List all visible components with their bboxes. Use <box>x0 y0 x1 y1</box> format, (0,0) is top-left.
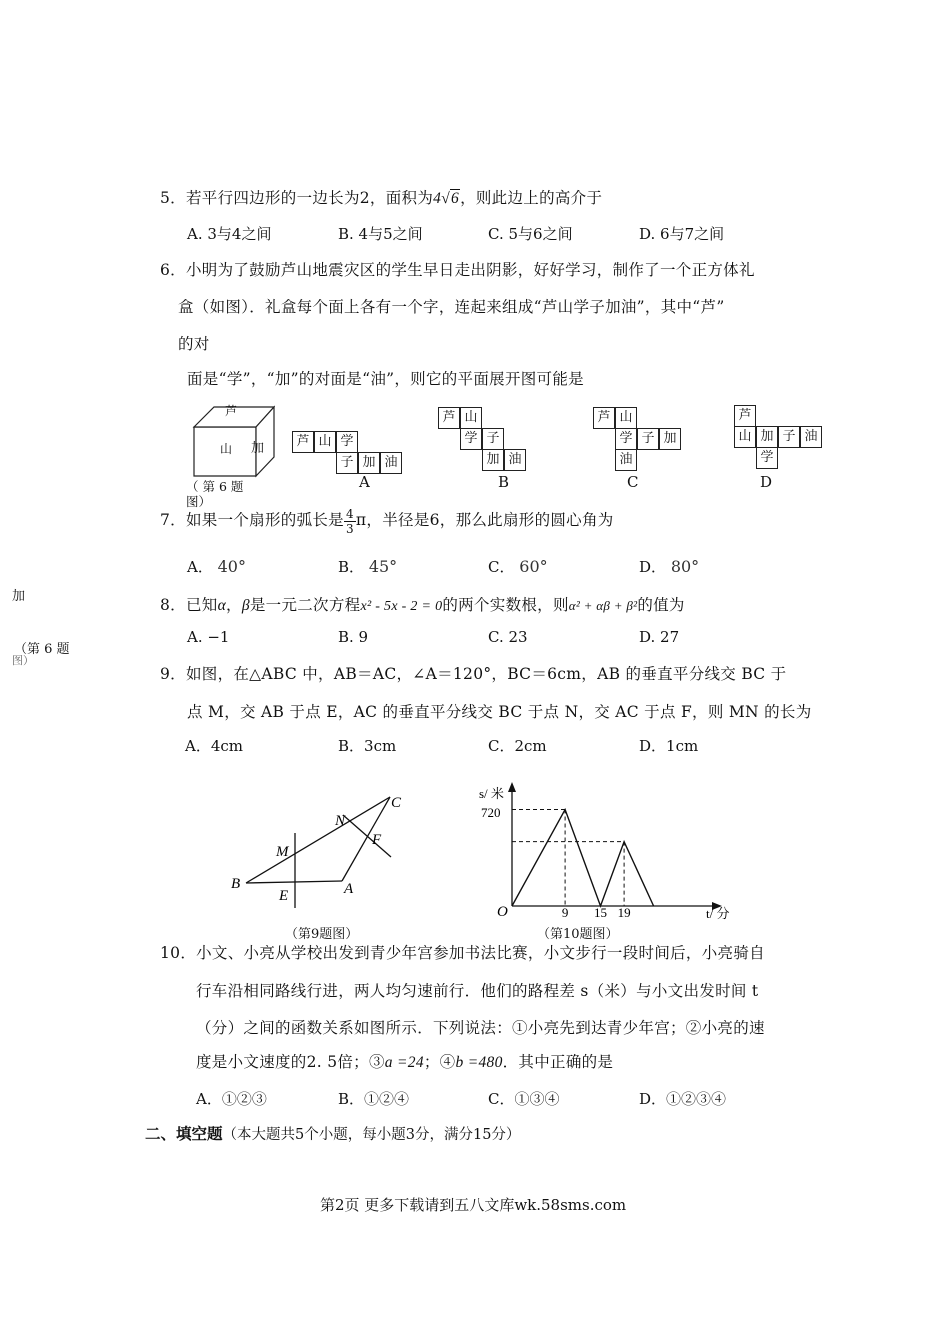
q7-option-b[interactable]: B． 45° <box>338 557 398 576</box>
x-tick-15: 15 <box>594 905 607 920</box>
q9-line2: 点 M，交 AB 于点 E，AC 的垂直平分线交 BC 于点 N，交 AC 于点 F，则 MN 的长为 <box>187 703 812 721</box>
q5-option-b[interactable]: B. 4与5之间 <box>338 225 423 243</box>
cube-front-label: 山 <box>220 442 233 456</box>
net-b-cell: 芦 <box>438 407 460 429</box>
point-f: F <box>372 832 382 848</box>
net-a-cell: 学 <box>336 431 358 453</box>
q5-option-d[interactable]: D. 6与7之间 <box>639 225 725 243</box>
margin-note-3: 图） <box>12 654 34 667</box>
net-b-cell: 山 <box>460 407 482 429</box>
point-c: C <box>391 795 402 811</box>
q10-line3: （分）之间的函数关系如图所示．下列说法：①小亮先到达青少年宫；②小亮的速 <box>196 1019 765 1037</box>
q10-option-c[interactable]: C．①③④ <box>488 1090 560 1108</box>
q7-number: 7． <box>160 511 186 529</box>
x-axis-label: t/ 分 <box>706 906 730 921</box>
figure-9-caption: （第9题图） <box>285 927 359 942</box>
q6-line2: 盒（如图）．礼盒每个面上各有一个字，连起来组成“芦山学子加油”，其中“芦” <box>178 298 725 316</box>
net-d-cell: 子 <box>778 426 800 448</box>
x-tick-9: 9 <box>561 905 569 920</box>
q10-line4: 度是小文速度的2. 5倍；③a =24；④b =480．其中正确的是 <box>196 1053 614 1071</box>
net-b-cell: 子 <box>482 428 504 450</box>
q7-option-a[interactable]: A． 40° <box>187 557 246 576</box>
q6-number: 6． <box>160 261 186 279</box>
q9-option-a[interactable]: A．4cm <box>185 737 244 755</box>
figure-10-chart <box>470 778 740 923</box>
y-tick-720: 720 <box>481 805 501 820</box>
net-a-cell: 芦 <box>292 431 314 453</box>
margin-note-1: 加 <box>12 589 26 604</box>
q9-option-b[interactable]: B．3cm <box>338 737 397 755</box>
net-c-label: C <box>627 473 639 491</box>
q5-stem <box>160 186 602 208</box>
q5-option-c[interactable]: C. 5与6之间 <box>488 225 573 243</box>
q7-option-c[interactable]: C． 60° <box>488 557 548 576</box>
segment-ba <box>246 881 342 883</box>
net-b-cell: 学 <box>460 428 482 450</box>
point-e: E <box>279 888 289 904</box>
point-b: B <box>231 876 241 892</box>
net-d-cell: 芦 <box>734 405 756 427</box>
net-d-cell: 学 <box>756 447 778 469</box>
cube-top-label: 芦 <box>225 404 238 418</box>
net-a-cell: 山 <box>314 431 336 453</box>
net-c-cell: 子 <box>637 428 659 450</box>
net-b-label: B <box>498 473 510 491</box>
q7-fraction: $\frac{4}{3}$ <box>345 506 354 536</box>
net-c-cell: 芦 <box>593 407 615 429</box>
q10-option-b[interactable]: B．①②④ <box>338 1090 410 1108</box>
q5-number: 5． <box>160 189 186 207</box>
net-d-cell: 油 <box>800 426 822 448</box>
net-b-cell: 加 <box>482 449 504 471</box>
figure-9 <box>225 785 415 910</box>
cube-side-label: 加 <box>251 441 265 456</box>
series-line <box>512 810 654 906</box>
net-a-cell: 子 <box>336 452 358 474</box>
q8-option-b[interactable]: B. 9 <box>338 628 369 646</box>
q5-radical: 4√6 <box>433 190 460 207</box>
margin-note-2: （第 6 题 <box>14 642 70 657</box>
net-c-cell: 山 <box>615 407 637 429</box>
x-tick-19: 19 <box>617 905 631 920</box>
q6-line1: 6．小明为了鼓励芦山地震灾区的学生早日走出阴影，好好学习，制作了一个正方体礼 <box>160 261 755 279</box>
y-axis-label: s/ 米 <box>479 786 504 801</box>
q9-option-c[interactable]: C．2cm <box>488 737 547 755</box>
point-n: N <box>335 813 346 829</box>
q10-option-d[interactable]: D．①②③④ <box>639 1090 727 1108</box>
q8-option-d[interactable]: D. 27 <box>639 628 680 646</box>
q9-line1: 9．如图，在△ABC 中，AB＝AC，∠A＝120°，BC＝6cm，AB 的垂直平分线交 BC 于 <box>160 665 787 683</box>
q9-option-d[interactable]: D．1cm <box>639 737 699 755</box>
q8-option-a[interactable]: A. −1 <box>187 628 230 646</box>
q10-number: 10． <box>160 944 197 962</box>
perp-bisector-ac <box>343 815 391 857</box>
q6-line3: 的对 <box>178 335 210 353</box>
net-c-cell: 学 <box>615 428 637 450</box>
net-a-label: A <box>359 473 370 491</box>
net-d-cell: 加 <box>756 426 778 448</box>
section-2-heading: 二、填空题（本大题共5个小题，每小题3分，满分15分） <box>145 1124 521 1143</box>
q7-stem: 7．如果一个扇形的弧长是 $\frac{4}{3}$ π，半径是6，那么此扇形的圆心角为 <box>160 506 614 536</box>
page-footer: 第2页 更多下载请到五八文库wk.58sms.com <box>320 1196 627 1214</box>
q8-stem: 8．已知α，β是一元二次方程x² - 5x - 2 = 0的两个实数根，则α² + αβ + β²的值为 <box>160 596 685 614</box>
net-d-cell: 山 <box>734 426 756 448</box>
net-b-cell: 油 <box>504 449 526 471</box>
q7-option-d[interactable]: D． 80° <box>639 557 700 576</box>
q8-number: 8． <box>160 596 186 614</box>
segment-ac <box>342 797 390 881</box>
q9-number: 9． <box>160 665 186 683</box>
net-a-cell: 油 <box>380 452 402 474</box>
q10-option-a[interactable]: A．①②③ <box>196 1090 267 1108</box>
net-a-cell: 加 <box>358 452 380 474</box>
y-axis-arrow <box>508 782 516 792</box>
net-d-label: D <box>760 473 773 491</box>
figure-10-caption: （第10题图） <box>537 927 619 942</box>
q5-text-a: 若平行四边形的一边长为2，面积为 <box>185 189 434 207</box>
segment-bc <box>246 797 390 883</box>
point-m: M <box>276 844 289 860</box>
q10-line2: 行车沿相同路线行进，两人均匀速前行．他们的路程差 s（米）与小文出发时间 t <box>196 982 759 1000</box>
q5-text-b: ，则此边上的高介于 <box>460 189 603 207</box>
q8-option-c[interactable]: C. 23 <box>488 628 528 646</box>
cube-caption: （ 第 6 题 图） <box>186 479 244 509</box>
origin-label: O <box>497 904 508 920</box>
q6-line4: 面是“学”，“加”的对面是“油”，则它的平面展开图可能是 <box>187 370 584 388</box>
q5-option-a[interactable]: A. 3与4之间 <box>187 225 272 243</box>
net-c-cell: 加 <box>659 428 681 450</box>
net-c-cell: 油 <box>615 449 637 471</box>
q10-line1: 10．小文、小亮从学校出发到青少年宫参加书法比赛，小文步行一段时间后，小亮骑自 <box>160 944 765 962</box>
point-a: A <box>344 881 354 897</box>
